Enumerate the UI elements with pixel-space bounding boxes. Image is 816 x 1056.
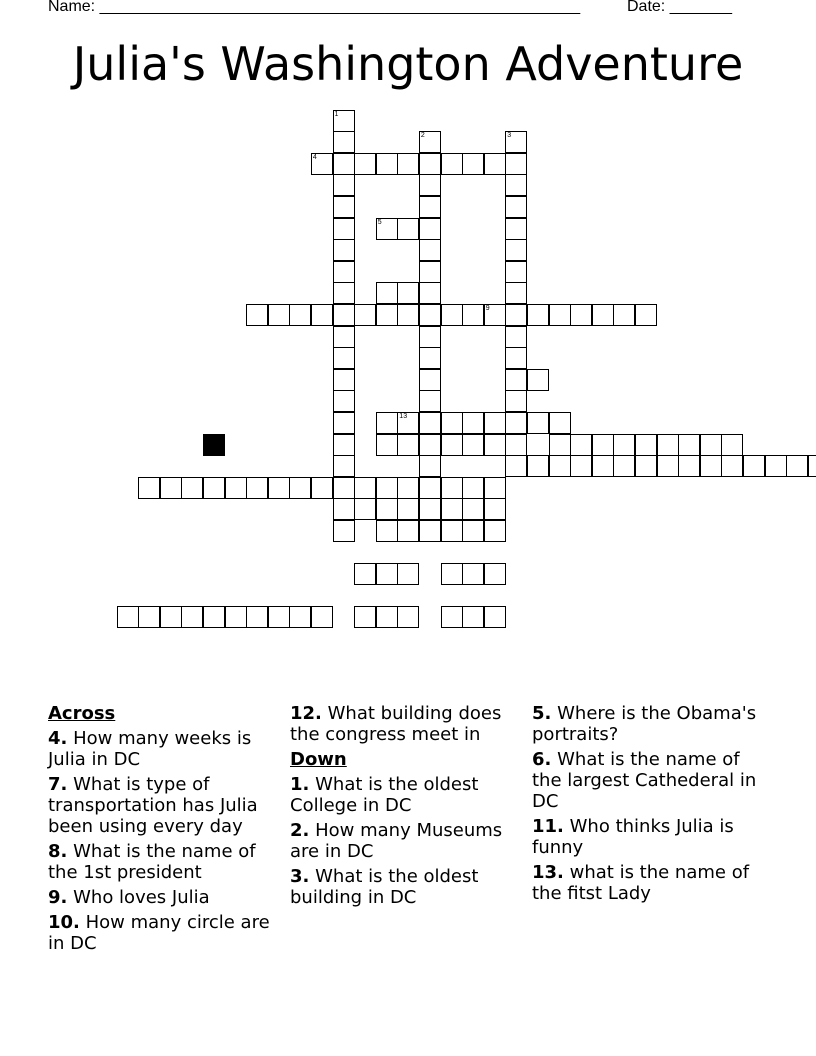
grid-cell[interactable] — [635, 434, 657, 456]
grid-cell[interactable] — [505, 131, 527, 153]
clue-number: 11. — [532, 816, 564, 837]
grid-cell[interactable] — [505, 390, 527, 412]
grid-cell[interactable] — [311, 477, 333, 499]
grid-cell[interactable] — [333, 261, 355, 283]
grid-cell[interactable] — [484, 606, 506, 628]
clue-number: 6. — [532, 749, 552, 770]
grid-cell[interactable] — [117, 606, 139, 628]
grid-cell[interactable] — [462, 153, 484, 175]
clue-number: 12. — [290, 703, 322, 724]
clue-text: How many Museums are in DC — [290, 820, 503, 862]
grid-cell[interactable] — [505, 239, 527, 261]
grid-cell[interactable] — [333, 153, 355, 175]
grid-cell[interactable] — [419, 455, 441, 477]
grid-cell[interactable] — [333, 498, 355, 520]
page-title: Julia's Washington Adventure — [72, 37, 744, 91]
grid-cell[interactable] — [721, 434, 743, 456]
clue-down-1 — [290, 774, 526, 816]
grid-cell[interactable] — [160, 477, 182, 499]
grid-cell[interactable] — [181, 477, 203, 499]
grid-cell[interactable] — [484, 434, 506, 456]
grid-cell[interactable] — [505, 196, 527, 218]
grid-cell[interactable] — [333, 369, 355, 391]
grid-cell[interactable] — [549, 455, 571, 477]
grid-cell[interactable] — [505, 455, 527, 477]
across-heading: Across — [48, 703, 116, 724]
grid-cell[interactable] — [570, 304, 592, 326]
grid-cell[interactable] — [743, 455, 765, 477]
grid-cell[interactable] — [311, 304, 333, 326]
grid-cell[interactable] — [765, 455, 787, 477]
clue-number: 5. — [532, 703, 552, 724]
grid-cell[interactable] — [786, 455, 808, 477]
grid-cell[interactable] — [441, 153, 463, 175]
grid-cell[interactable] — [462, 520, 484, 542]
grid-cell[interactable] — [484, 153, 506, 175]
grid-cell[interactable] — [333, 239, 355, 261]
grid-cell[interactable] — [225, 606, 247, 628]
grid-cell[interactable] — [419, 498, 441, 520]
clue-number: 8. — [48, 841, 68, 862]
down-heading: Down — [290, 749, 347, 770]
grid-cell[interactable] — [441, 563, 463, 585]
grid-cell[interactable] — [678, 434, 700, 456]
grid-cell[interactable] — [462, 498, 484, 520]
grid-cell[interactable] — [505, 153, 527, 175]
grid-cell[interactable] — [376, 498, 398, 520]
grid-cell[interactable] — [527, 304, 549, 326]
grid-cell[interactable] — [700, 434, 722, 456]
grid-cell[interactable] — [441, 477, 463, 499]
clue-across-9 — [48, 887, 284, 908]
grid-cell[interactable] — [203, 477, 225, 499]
clue-text: What is the oldest College in DC — [290, 774, 479, 816]
grid-cell[interactable] — [505, 434, 527, 456]
grid-cell[interactable] — [397, 218, 419, 240]
grid-cell[interactable] — [635, 304, 657, 326]
grid-cell[interactable] — [397, 434, 419, 456]
grid-cell[interactable] — [462, 477, 484, 499]
clue-text: Who thinks Julia is funny — [532, 816, 734, 858]
grid-cell[interactable] — [505, 304, 527, 326]
grid-cell[interactable] — [484, 304, 506, 326]
grid-cell[interactable] — [333, 174, 355, 196]
grid-cell[interactable] — [333, 326, 355, 348]
cell-number: 1 — [334, 110, 339, 118]
grid-cell[interactable] — [419, 369, 441, 391]
grid-cell[interactable] — [441, 304, 463, 326]
grid-cell[interactable] — [419, 434, 441, 456]
grid-cell[interactable] — [333, 390, 355, 412]
grid-cell[interactable] — [397, 563, 419, 585]
grid-cell[interactable] — [268, 477, 290, 499]
clue-across-8 — [48, 841, 284, 883]
grid-cell[interactable] — [657, 455, 679, 477]
grid-cell[interactable] — [505, 412, 527, 434]
grid-cell[interactable] — [419, 326, 441, 348]
grid-cell[interactable] — [354, 477, 376, 499]
clue-text: what is the name of the fitst Lady — [532, 862, 750, 904]
grid-cell[interactable] — [203, 606, 225, 628]
cell-number: 13 — [399, 412, 408, 420]
grid-cell[interactable] — [441, 520, 463, 542]
clue-down-11 — [532, 816, 768, 858]
clue-number: 7. — [48, 774, 68, 795]
grid-cell[interactable] — [441, 606, 463, 628]
grid-cell[interactable] — [657, 434, 679, 456]
grid-cell[interactable] — [419, 412, 441, 434]
grid-cell[interactable] — [376, 412, 398, 434]
grid-cell[interactable] — [419, 282, 441, 304]
grid-cell[interactable] — [505, 347, 527, 369]
clue-number: 10. — [48, 912, 80, 933]
clue-across-7 — [48, 774, 284, 837]
grid-cell[interactable] — [613, 455, 635, 477]
grid-cell[interactable] — [441, 498, 463, 520]
date-field[interactable]: Date: _______ — [627, 0, 732, 15]
clue-number: 9. — [48, 887, 68, 908]
grid-cell[interactable] — [505, 174, 527, 196]
cell-number: 2 — [420, 132, 425, 140]
grid-cell[interactable] — [333, 455, 355, 477]
grid-cell[interactable] — [268, 304, 290, 326]
cell-number: 4 — [312, 153, 317, 161]
grid-cell[interactable] — [721, 455, 743, 477]
grid-cell[interactable] — [354, 606, 376, 628]
grid-cell[interactable] — [289, 477, 311, 499]
grid-cell[interactable] — [181, 606, 203, 628]
grid-cell[interactable] — [484, 412, 506, 434]
grid-cell[interactable] — [333, 218, 355, 240]
grid-cell[interactable] — [419, 174, 441, 196]
clue-number: 3. — [290, 866, 310, 887]
grid-cell[interactable] — [397, 282, 419, 304]
grid-cell[interactable] — [354, 153, 376, 175]
grid-cell[interactable] — [376, 153, 398, 175]
grid-cell[interactable] — [484, 563, 506, 585]
grid-cell[interactable] — [635, 455, 657, 477]
grid-cell[interactable] — [311, 606, 333, 628]
clue-number: 4. — [48, 728, 68, 749]
clue-text: How many circle are in DC — [48, 912, 270, 954]
grid-cell[interactable] — [462, 304, 484, 326]
grid-cell[interactable] — [441, 412, 463, 434]
grid-cell[interactable] — [376, 563, 398, 585]
grid-cell[interactable] — [397, 304, 419, 326]
grid-cell[interactable] — [354, 498, 376, 520]
grid-cell[interactable] — [419, 261, 441, 283]
grid-cell[interactable] — [289, 304, 311, 326]
grid-cell[interactable] — [397, 412, 419, 434]
cell-number: 5 — [377, 218, 382, 226]
grid-cell[interactable] — [549, 304, 571, 326]
clue-down-2 — [290, 820, 526, 862]
grid-cell[interactable] — [376, 434, 398, 456]
grid-cell[interactable] — [592, 434, 614, 456]
grid-cell[interactable] — [462, 412, 484, 434]
grid-cell[interactable] — [527, 455, 549, 477]
grid-cell[interactable] — [333, 304, 355, 326]
grid-cell[interactable] — [376, 304, 398, 326]
grid-block — [203, 434, 225, 456]
grid-cell[interactable] — [462, 563, 484, 585]
grid-cell[interactable] — [549, 434, 571, 456]
grid-cell[interactable] — [505, 326, 527, 348]
grid-cell[interactable] — [613, 434, 635, 456]
grid-cell[interactable] — [505, 282, 527, 304]
clue-text: How many weeks is Julia in DC — [48, 728, 252, 770]
clue-text: What building does the congress meet in — [290, 703, 502, 745]
grid-cell[interactable] — [484, 477, 506, 499]
clue-down-6 — [532, 749, 768, 812]
grid-cell[interactable] — [419, 390, 441, 412]
grid-cell[interactable] — [419, 347, 441, 369]
clue-across-10 — [48, 912, 284, 954]
grid-cell[interactable] — [333, 196, 355, 218]
grid-cell[interactable] — [333, 412, 355, 434]
grid-cell[interactable] — [138, 477, 160, 499]
grid-cell[interactable] — [462, 434, 484, 456]
clue-number: 13. — [532, 862, 564, 883]
grid-cell[interactable] — [613, 304, 635, 326]
clues-column-2 — [290, 703, 526, 912]
clues-column-3 — [532, 703, 768, 908]
grid-cell[interactable] — [376, 477, 398, 499]
grid-cell[interactable] — [484, 498, 506, 520]
grid-cell[interactable] — [354, 304, 376, 326]
grid-cell[interactable] — [376, 218, 398, 240]
grid-cell[interactable] — [527, 369, 549, 391]
grid-cell[interactable] — [505, 261, 527, 283]
clue-down-5 — [532, 703, 768, 745]
clue-text: Who loves Julia — [73, 887, 210, 908]
grid-cell[interactable] — [397, 520, 419, 542]
grid-cell[interactable] — [138, 606, 160, 628]
clue-number: 1. — [290, 774, 310, 795]
grid-cell[interactable] — [592, 455, 614, 477]
grid-cell[interactable] — [419, 520, 441, 542]
clue-text: What is the oldest building in DC — [290, 866, 479, 908]
grid-cell[interactable] — [419, 304, 441, 326]
grid-cell[interactable] — [311, 153, 333, 175]
grid-cell[interactable] — [419, 477, 441, 499]
grid-cell[interactable] — [419, 239, 441, 261]
grid-cell[interactable] — [419, 196, 441, 218]
grid-cell[interactable] — [570, 434, 592, 456]
grid-cell[interactable] — [592, 304, 614, 326]
grid-cell[interactable] — [462, 606, 484, 628]
grid-cell[interactable] — [333, 110, 355, 132]
cell-number: 3 — [507, 132, 512, 140]
grid-cell[interactable] — [268, 606, 290, 628]
grid-cell[interactable] — [484, 520, 506, 542]
clue-number: 2. — [290, 820, 310, 841]
grid-cell[interactable] — [419, 218, 441, 240]
cell-number: 9 — [485, 304, 490, 312]
grid-cell[interactable] — [419, 153, 441, 175]
clue-text: What is the name of the largest Cathederal in DC — [532, 749, 757, 812]
grid-cell[interactable] — [333, 434, 355, 456]
clue-down-3 — [290, 866, 526, 908]
clues-column-1 — [48, 703, 284, 958]
grid-cell[interactable] — [333, 347, 355, 369]
clue-text: What is the name of the 1st president — [48, 841, 256, 883]
grid-cell[interactable] — [333, 477, 355, 499]
grid-cell[interactable] — [333, 131, 355, 153]
grid-cell[interactable] — [333, 282, 355, 304]
grid-cell[interactable] — [441, 434, 463, 456]
grid-cell[interactable] — [397, 477, 419, 499]
name-field[interactable]: Name: ______________________________________________________ — [48, 0, 581, 15]
grid-cell[interactable] — [354, 563, 376, 585]
grid-cell[interactable] — [376, 606, 398, 628]
grid-cell[interactable] — [570, 455, 592, 477]
grid-cell[interactable] — [419, 131, 441, 153]
grid-cell[interactable] — [246, 477, 268, 499]
grid-cell[interactable] — [678, 455, 700, 477]
grid-cell[interactable] — [376, 520, 398, 542]
grid-cell[interactable] — [246, 606, 268, 628]
grid-cell[interactable] — [397, 498, 419, 520]
clue-across-12 — [290, 703, 526, 745]
grid-cell[interactable] — [376, 282, 398, 304]
clue-across-4 — [48, 728, 284, 770]
grid-cell[interactable] — [246, 304, 268, 326]
grid-cell[interactable] — [225, 477, 247, 499]
clue-down-13 — [532, 862, 768, 904]
grid-cell[interactable] — [397, 606, 419, 628]
grid-cell[interactable] — [289, 606, 311, 628]
grid-cell[interactable] — [527, 412, 549, 434]
grid-cell[interactable] — [397, 153, 419, 175]
grid-cell[interactable] — [808, 455, 816, 477]
clue-text: What is type of transportation has Julia been using every day — [48, 774, 258, 837]
grid-cell[interactable] — [160, 606, 182, 628]
grid-cell[interactable] — [549, 412, 571, 434]
grid-cell[interactable] — [505, 369, 527, 391]
clue-text: Where is the Obama's portraits? — [532, 703, 757, 745]
grid-cell[interactable] — [700, 455, 722, 477]
grid-cell[interactable] — [505, 218, 527, 240]
grid-cell[interactable] — [333, 520, 355, 542]
